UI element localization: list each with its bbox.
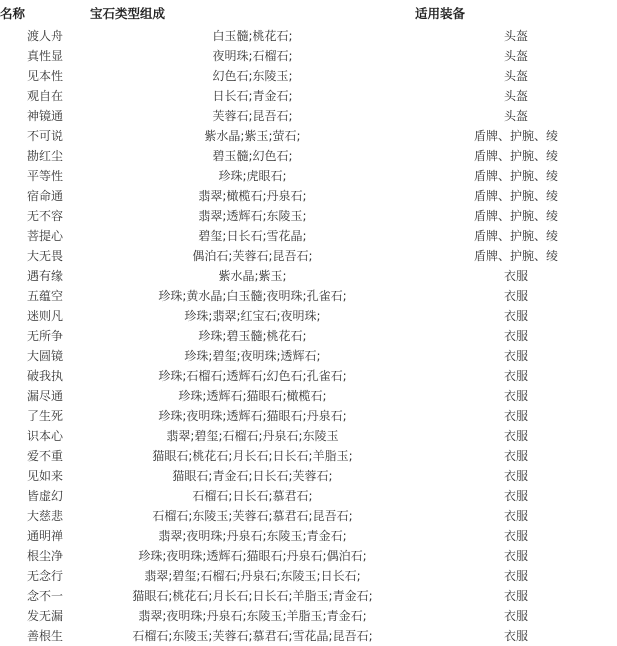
cell-gems: 珍珠;翡翠;红宝石;夜明珠; xyxy=(184,309,321,323)
cell-equipment: 头盔 xyxy=(503,29,528,43)
cell-name: 识本心 xyxy=(26,429,63,443)
cell-equipment: 衣服 xyxy=(503,629,528,643)
cell-name: 大圆镜 xyxy=(26,349,63,363)
table-row xyxy=(0,346,617,366)
cell-gems: 白玉髓;桃花石; xyxy=(212,29,293,43)
cell-gems: 珍珠;虎眼石; xyxy=(218,169,287,183)
table-row xyxy=(0,266,617,286)
cell-equipment: 衣服 xyxy=(503,449,528,463)
table-row xyxy=(0,126,617,146)
cell-name: 真性显 xyxy=(26,49,63,63)
cell-gems: 珍珠;石榴石;透辉石;幻色石;孔雀石; xyxy=(158,369,347,383)
table-row xyxy=(0,406,617,426)
table-row xyxy=(0,426,617,446)
table-row xyxy=(0,106,617,126)
table-row xyxy=(0,26,617,46)
cell-name: 见本性 xyxy=(26,69,63,83)
table-row xyxy=(0,206,617,226)
header-gems: 宝石类型组成 xyxy=(90,6,166,21)
table-row xyxy=(0,606,617,626)
cell-equipment: 头盔 xyxy=(503,109,528,123)
cell-gems: 珍珠;黄水晶;白玉髓;夜明珠;孔雀石; xyxy=(158,289,347,303)
cell-equipment: 衣服 xyxy=(503,349,528,363)
table-body xyxy=(0,26,617,646)
cell-name: 善根生 xyxy=(26,629,63,643)
cell-equipment: 衣服 xyxy=(503,609,528,623)
cell-gems: 碧玺;日长石;雪花晶; xyxy=(198,229,307,243)
cell-gems: 石榴石;东陵玉;芙蓉石;慕君石;雪花晶;昆吾石; xyxy=(132,629,373,643)
table-row xyxy=(0,546,617,566)
cell-gems: 幻色石;东陵玉; xyxy=(212,69,293,83)
cell-equipment: 衣服 xyxy=(503,329,528,343)
cell-equipment: 衣服 xyxy=(503,309,528,323)
cell-equipment: 衣服 xyxy=(503,429,528,443)
cell-gems: 猫眼石;桃花石;月长石;日长石;羊脂玉; xyxy=(152,449,353,463)
cell-name: 了生死 xyxy=(26,409,63,423)
cell-equipment: 盾牌、护腕、绫 xyxy=(473,129,558,143)
table-row xyxy=(0,526,617,546)
table-row xyxy=(0,486,617,506)
cell-equipment: 头盔 xyxy=(503,89,528,103)
cell-equipment: 衣服 xyxy=(503,569,528,583)
cell-name: 五蕴空 xyxy=(26,289,63,303)
cell-name: 观自在 xyxy=(26,89,63,103)
cell-name: 遇有缘 xyxy=(26,269,63,283)
cell-gems: 石榴石;日长石;慕君石; xyxy=(192,489,313,503)
cell-name: 爱不重 xyxy=(26,449,63,463)
cell-name: 勘红尘 xyxy=(26,149,63,163)
cell-name: 皆虚幻 xyxy=(26,489,63,503)
table-row xyxy=(0,86,617,106)
cell-equipment: 衣服 xyxy=(503,389,528,403)
cell-gems: 紫水晶;紫玉; xyxy=(218,269,287,283)
cell-gems: 芙蓉石;昆吾石; xyxy=(212,109,293,123)
table-row xyxy=(0,366,617,386)
table-row xyxy=(0,246,617,266)
table-row xyxy=(0,586,617,606)
cell-equipment: 衣服 xyxy=(503,549,528,563)
cell-name: 大无畏 xyxy=(26,249,63,263)
cell-gems: 碧玉髓;幻色石; xyxy=(212,149,293,163)
cell-name: 通明禅 xyxy=(26,529,63,543)
cell-gems: 猫眼石;桃花石;月长石;日长石;羊脂玉;青金石; xyxy=(132,589,373,603)
cell-gems: 珍珠;碧玺;夜明珠;透辉石; xyxy=(184,349,321,363)
cell-equipment: 盾牌、护腕、绫 xyxy=(473,249,558,263)
cell-gems: 珍珠;碧玉髓;桃花石; xyxy=(198,329,307,343)
table-row xyxy=(0,186,617,206)
cell-name: 漏尽通 xyxy=(26,389,63,403)
cell-equipment: 盾牌、护腕、绫 xyxy=(473,229,558,243)
cell-name: 渡人舟 xyxy=(26,29,63,43)
table-row xyxy=(0,286,617,306)
table-row xyxy=(0,66,617,86)
cell-gems: 珍珠;夜明珠;透辉石;猫眼石;丹泉石; xyxy=(158,409,347,423)
cell-name: 见如来 xyxy=(26,469,63,483)
cell-name: 无念行 xyxy=(26,569,63,583)
header-name: 名称 xyxy=(0,6,26,21)
cell-gems: 日长石;青金石; xyxy=(212,89,293,103)
cell-equipment: 衣服 xyxy=(503,589,528,603)
header-equipment: 适用装备 xyxy=(415,6,466,21)
cell-name: 不可说 xyxy=(26,129,63,143)
cell-gems: 紫水晶;紫玉;萤石; xyxy=(204,129,301,143)
cell-name: 迷则凡 xyxy=(26,309,63,323)
table-row xyxy=(0,166,617,186)
table-row xyxy=(0,326,617,346)
cell-gems: 夜明珠;石榴石; xyxy=(212,49,293,63)
table-row xyxy=(0,306,617,326)
cell-gems: 珍珠;夜明珠;透辉石;猫眼石;丹泉石;偶泊石; xyxy=(138,549,367,563)
cell-gems: 猫眼石;青金石;日长石;芙蓉石; xyxy=(172,469,333,483)
cell-name: 根尘净 xyxy=(26,549,63,563)
cell-equipment: 衣服 xyxy=(503,529,528,543)
cell-name: 发无漏 xyxy=(26,609,63,623)
table-row xyxy=(0,146,617,166)
table-row xyxy=(0,626,617,646)
cell-equipment: 衣服 xyxy=(503,489,528,503)
cell-equipment: 盾牌、护腕、绫 xyxy=(473,209,558,223)
cell-name: 神镜通 xyxy=(26,109,63,123)
cell-gems: 石榴石;东陵玉;芙蓉石;慕君石;昆吾石; xyxy=(152,509,353,523)
cell-name: 平等性 xyxy=(26,169,63,183)
cell-equipment: 盾牌、护腕、绫 xyxy=(473,149,558,163)
cell-gems: 翡翠;夜明珠;丹泉石;东陵玉;羊脂玉;青金石; xyxy=(138,609,367,623)
cell-equipment: 衣服 xyxy=(503,409,528,423)
cell-equipment: 衣服 xyxy=(503,269,528,283)
table-row xyxy=(0,566,617,586)
cell-name: 破我执 xyxy=(26,369,63,383)
table-row xyxy=(0,466,617,486)
cell-name: 菩提心 xyxy=(26,229,63,243)
cell-gems: 偶泊石;芙蓉石;昆吾石; xyxy=(192,249,313,263)
table-row xyxy=(0,506,617,526)
cell-name: 念不一 xyxy=(26,589,63,603)
cell-equipment: 衣服 xyxy=(503,369,528,383)
cell-equipment: 衣服 xyxy=(503,509,528,523)
table-header-row xyxy=(0,0,617,26)
cell-gems: 翡翠;橄榄石;丹泉石; xyxy=(198,189,307,203)
cell-equipment: 头盔 xyxy=(503,49,528,63)
cell-name: 无所争 xyxy=(26,329,63,343)
cell-gems: 珍珠;透辉石;猫眼石;橄榄石; xyxy=(178,389,327,403)
cell-name: 大慈悲 xyxy=(26,509,63,523)
cell-equipment: 盾牌、护腕、绫 xyxy=(473,169,558,183)
cell-equipment: 衣服 xyxy=(503,469,528,483)
cell-gems: 翡翠;夜明珠;丹泉石;东陵玉;青金石; xyxy=(158,529,347,543)
cell-equipment: 头盔 xyxy=(503,69,528,83)
cell-name: 宿命通 xyxy=(26,189,63,203)
table-row xyxy=(0,226,617,246)
cell-gems: 翡翠;碧玺;石榴石;丹泉石;东陵玉 xyxy=(166,429,339,443)
cell-equipment: 衣服 xyxy=(503,289,528,303)
cell-equipment: 盾牌、护腕、绫 xyxy=(473,189,558,203)
cell-gems: 翡翠;透辉石;东陵玉; xyxy=(198,209,307,223)
table-row xyxy=(0,46,617,66)
cell-name: 无不容 xyxy=(26,209,63,223)
table-row xyxy=(0,446,617,466)
table-row xyxy=(0,386,617,406)
cell-gems: 翡翠;碧玺;石榴石;丹泉石;东陵玉;日长石; xyxy=(144,569,361,583)
